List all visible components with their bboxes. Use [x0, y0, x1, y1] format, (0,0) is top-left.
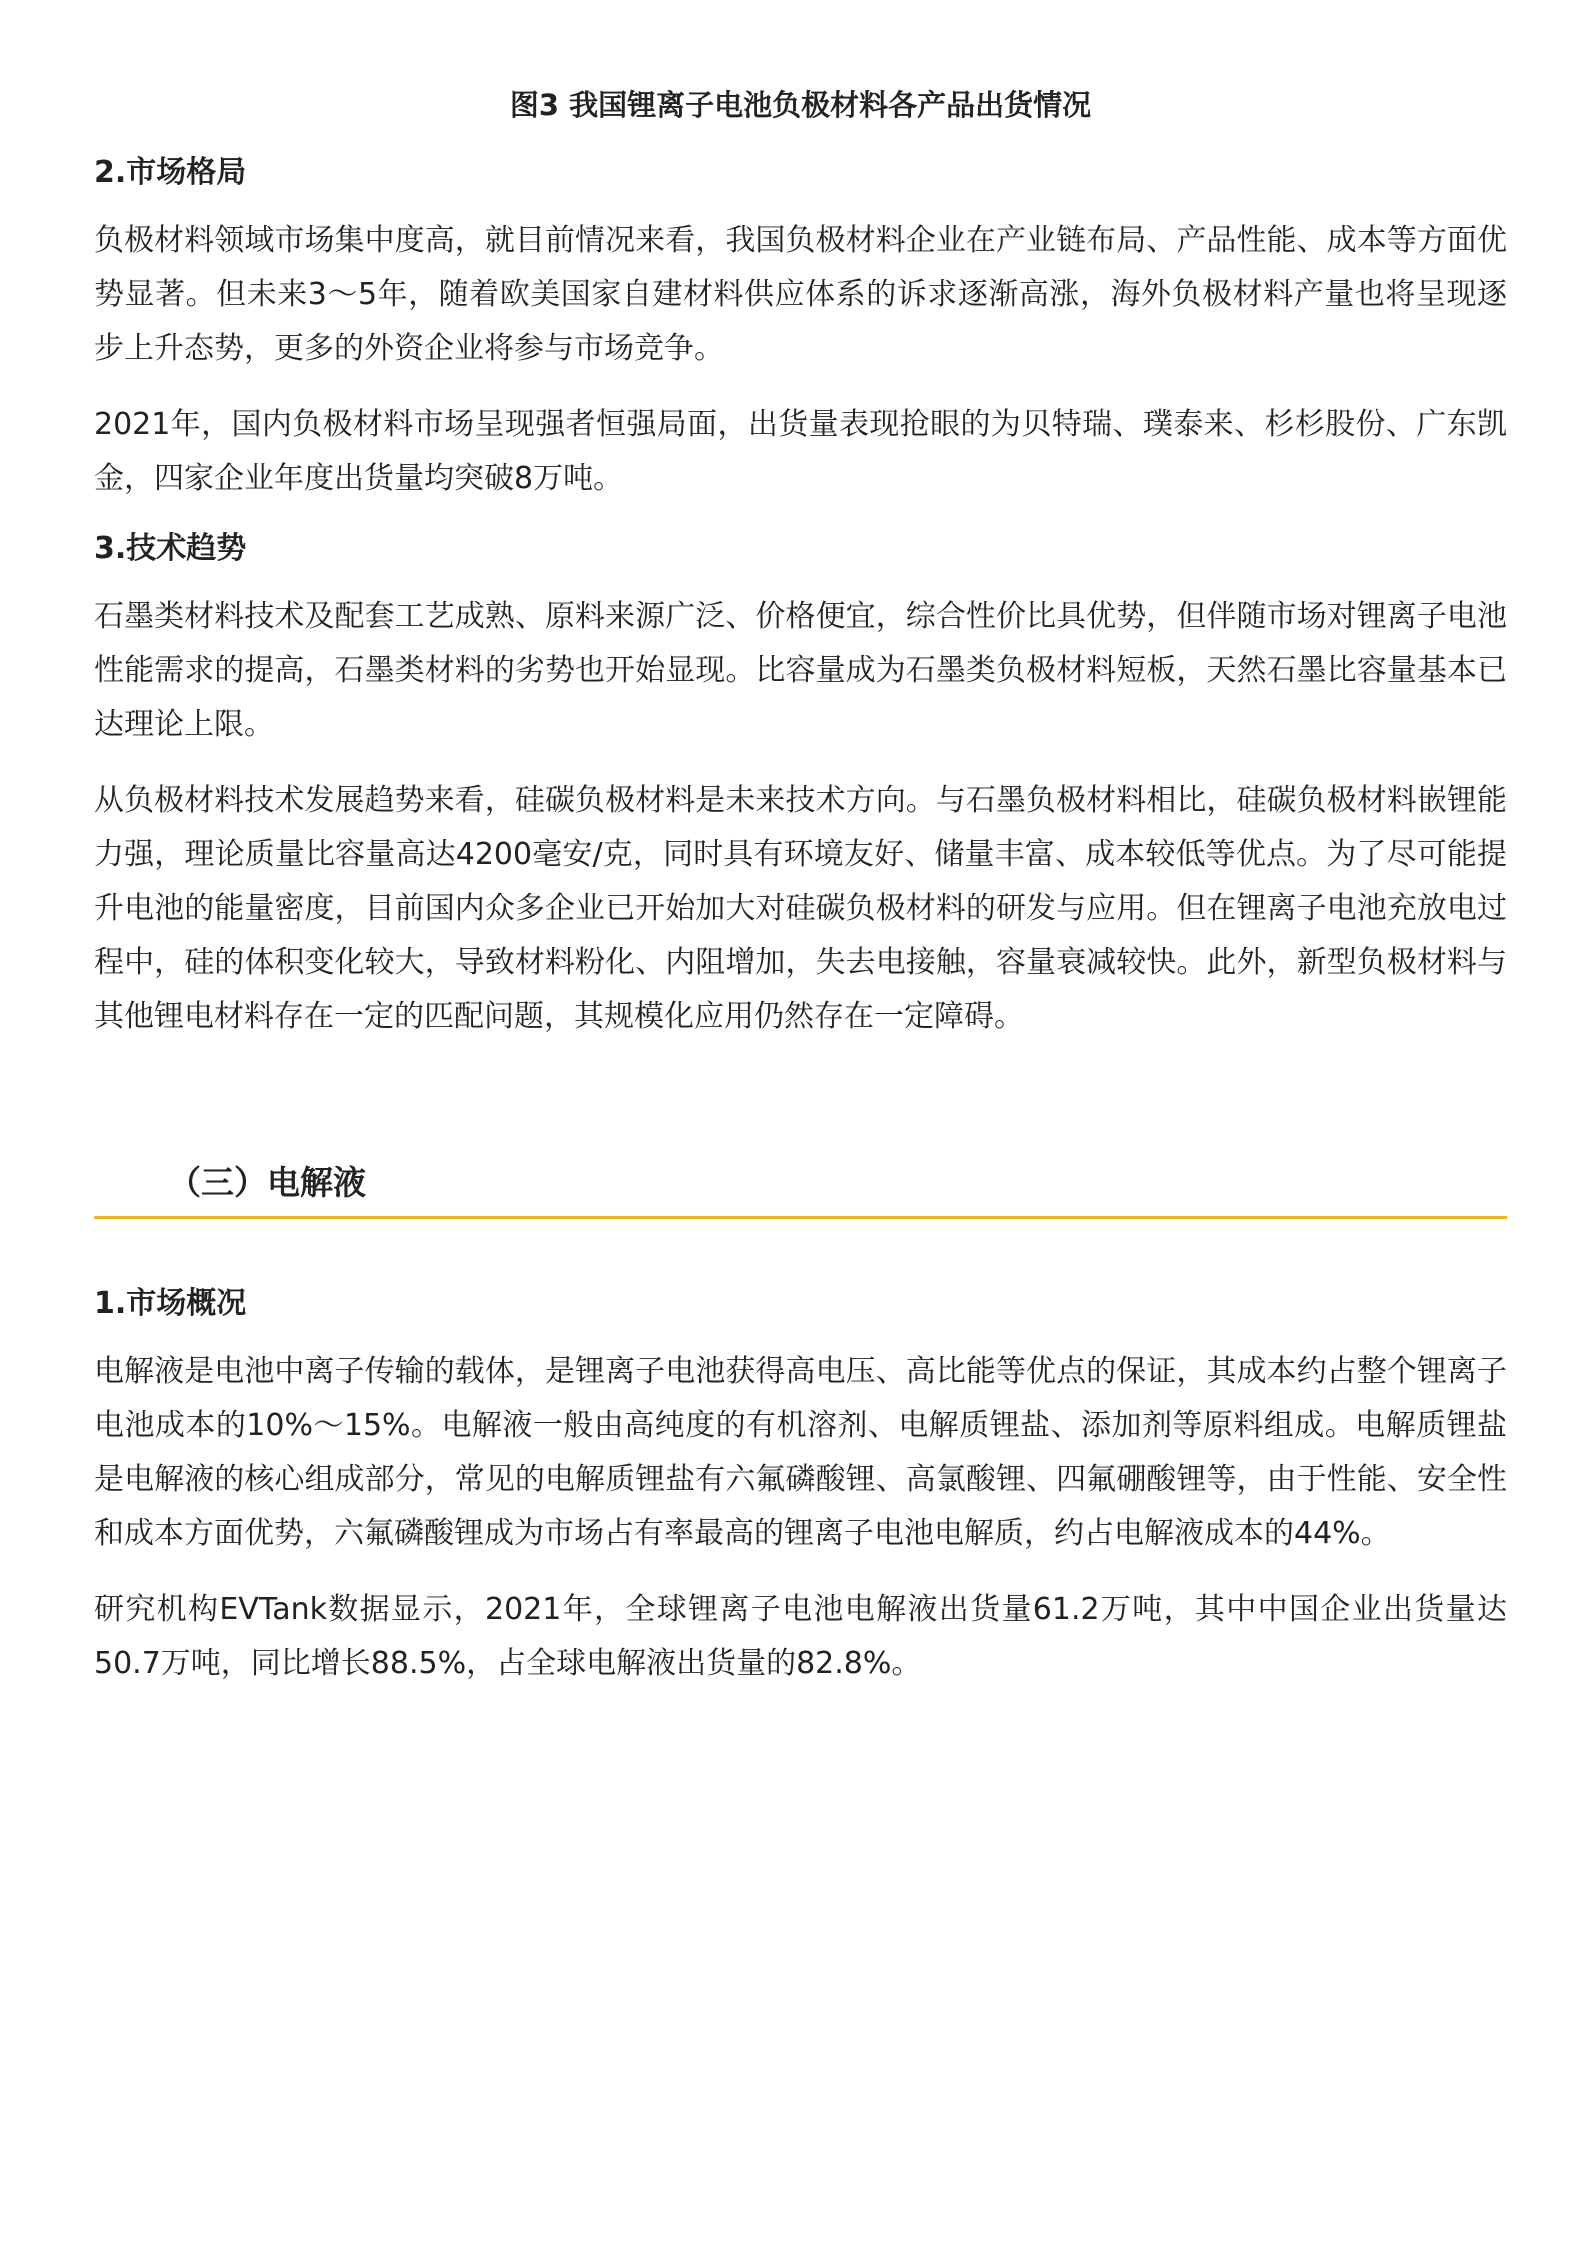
- paragraph-market-overview-1: 电解液是电池中离子传输的载体，是锂离子电池获得高电压、高比能等优点的保证，其成本约占整个锂离子电池成本的10%～15%。电解液一般由高纯度的有机溶剂、电解质锂盐、添加剂等原料组成。电解质锂盐是电解液的核心组成部分，常见的电解质锂盐有六氟磷酸锂、高氯酸锂、四氟硼酸锂等，由于性能、安全性和成本方面优势，六氟磷酸锂成为市场占有率最高的锂离子电池电解质，约占电解液成本的44%。: [94, 1354, 1507, 1551]
- paragraph-market-structure-1: 负极材料领域市场集中度高，就目前情况来看，我国负极材料企业在产业链布局、产品性能、成本等方面优势显著。但未来3～5年，随着欧美国家自建材料供应体系的诉求逐渐高涨，海外负极材料产量也将呈现逐步上升态势，更多的外资企业将参与市场竞争。: [94, 223, 1507, 366]
- electrolyte-section: [94, 1158, 1507, 1691]
- paragraph-market-structure-2: 2021年，国内负极材料市场呈现强者恒强局面，出货量表现抢眼的为贝特瑞、璞泰来、杉杉股份、广东凯金，四家企业年度出货量均突破8万吨。: [94, 407, 1507, 496]
- paragraph-tech-trend-1: 石墨类材料技术及配套工艺成熟、原料来源广泛、价格便宜，综合性价比具优势，但伴随市场对锂离子电池性能需求的提高，石墨类材料的劣势也开始显现。比容量成为石墨类负极材料短板，天然石墨比容量基本已达理论上限。: [94, 599, 1507, 742]
- subheading-tech-trend: 3.技术趋势: [94, 531, 247, 566]
- subheading-market-structure: 2.市场格局: [94, 155, 247, 190]
- paragraph-market-overview-2: 研究机构EVTank数据显示，2021年，全球锂离子电池电解液出货量61.2万吨，其中中国企业出货量达50.7万吨，同比增长88.5%，占全球电解液出货量的82.8%。: [94, 1592, 1507, 1681]
- document-page: [94, 84, 1507, 1713]
- figure-caption: 图3 我国锂离子电池负极材料各产品出货情况: [509, 88, 1092, 122]
- section-title-electrolyte: （三）电解液: [94, 1158, 1507, 1219]
- paragraph-tech-trend-2: 从负极材料技术发展趋势来看，硅碳负极材料是未来技术方向。与石墨负极材料相比，硅碳负极材料嵌锂能力强，理论质量比容量高达4200毫安/克，同时具有环境友好、储量丰富、成本较低等优点。为了尽可能提升电池的能量密度，目前国内众多企业已开始加大对硅碳负极材料的研发与应用。但在锂离子电池充放电过程中，硅的体积变化较大，导致材料粉化、内阻增加，失去电接触，容量衰减较快。此外，新型负极材料与其他锂电材料存在一定的匹配问题，其规模化应用仍然存在一定障碍。: [94, 783, 1507, 1034]
- subheading-market-overview: 1.市场概况: [94, 1286, 247, 1321]
